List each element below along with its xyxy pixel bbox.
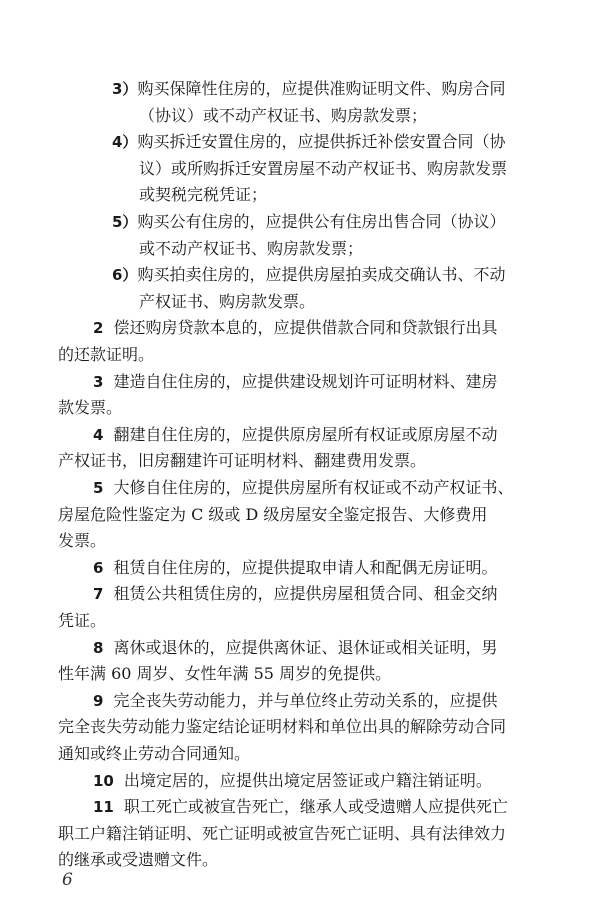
item-4-line-1: 4 翻建自住住房的，应提供原房屋所有权证或原房屋不动: [93, 424, 498, 444]
sub-item-5-line-2: 或不动产权证书、购房款发票；: [139, 238, 364, 258]
item-8-number: 8: [93, 638, 104, 657]
item-3-number: 3: [93, 372, 104, 391]
item-7-number: 7: [93, 585, 104, 604]
sub-item-3-number: 3）: [112, 80, 138, 98]
sub-item-6-line-1: 6）购买拍卖住房的，应提供房屋拍卖成交确认书、不动: [112, 265, 506, 285]
item-6-number: 6: [93, 558, 104, 577]
item-11-line-3: 的继承或受遗赠文件。: [58, 850, 219, 870]
sub-item-4-line-3: 或契税完税凭证；: [139, 185, 268, 205]
item-5-line-1: 5 大修自住住房的，应提供房屋所有权证或不动产权证书、: [93, 478, 514, 497]
item-7-line-2: 凭证。: [58, 611, 107, 630]
sub-item-6-line-2: 产权证书、购房款发票。: [139, 291, 316, 311]
sub-item-5-number: 5）: [112, 213, 138, 231]
sub-item-4-number: 4）: [112, 133, 138, 152]
item-9-line-3: 通知或终止劳动合同通知。: [58, 744, 251, 763]
item-7-line-1: 7 租赁公共租赁住房的，应提供房屋租赁合同、租金交纳: [93, 584, 498, 604]
sub-item-3-line-2: （协议）或不动产权证书、购房款发票；: [139, 105, 428, 125]
item-8-line-2: 性年满 60 周岁、女性年满 55 周岁的免提供。: [58, 664, 392, 684]
item-9-line-1: 9 完全丧失劳动能力，并与单位终止劳动关系的，应提供: [93, 690, 498, 710]
item-11-number: 11: [93, 798, 114, 817]
sub-item-5-line-1: 5）购买公有住房的，应提供公有住房出售合同（协议）: [112, 212, 506, 231]
item-11-line-2: 职工户籍注销证明、死亡证明或被宣告死亡证明、具有法律效力: [58, 823, 507, 843]
item-5-number: 5: [93, 479, 104, 497]
sub-item-3-line-1: 3）购买保障性住房的，应提供准购证明文件、购房合同: [112, 79, 506, 98]
item-2-line-1: 2 偿还购房贷款本息的，应提供借款合同和贷款银行出具: [93, 318, 498, 338]
item-3-line-1: 3 建造自住住房的，应提供建设规划许可证明材料、建房: [93, 371, 498, 391]
item-4-number: 4: [93, 425, 104, 444]
item-4-line-2: 产权证书，旧房翻建许可证明材料、翻建费用发票。: [58, 451, 427, 471]
item-11-line-1: 11 职工死亡或被宣告死亡，继承人或受遗赠人应提供死亡: [93, 797, 508, 817]
item-5-line-2: 房屋危险性鉴定为 C 级或 D 级房屋安全鉴定报告、大修费用: [58, 504, 488, 524]
item-2-line-2: 的还款证明。: [58, 345, 155, 364]
sub-item-4-line-1: 4）购买拆迁安置住房的，应提供拆迁补偿安置合同（协: [112, 132, 506, 152]
item-10-number: 10: [93, 771, 114, 790]
item-3-line-2: 款发票。: [58, 398, 123, 418]
sub-item-6-number: 6）: [112, 266, 138, 285]
item-10-line-1: 10 出境定居的，应提供出境定居签证或户籍注销证明。: [93, 770, 492, 790]
sub-item-4-line-2: 议）或所购拆迁安置房屋不动产权证书、购房款发票: [139, 158, 508, 178]
item-6-line-1: 6 租赁自住住房的，应提供提取申请人和配偶无房证明。: [93, 557, 498, 577]
item-5-line-3: 发票。: [58, 531, 107, 551]
item-9-number: 9: [93, 691, 104, 710]
page-number: 6: [62, 870, 73, 890]
item-9-line-2: 完全丧失劳动能力鉴定结论证明材料和单位出具的解除劳动合同: [58, 717, 507, 737]
item-2-number: 2: [93, 319, 104, 338]
item-8-line-1: 8 离休或退休的，应提供离休证、退休证或相关证明，男: [93, 637, 498, 657]
